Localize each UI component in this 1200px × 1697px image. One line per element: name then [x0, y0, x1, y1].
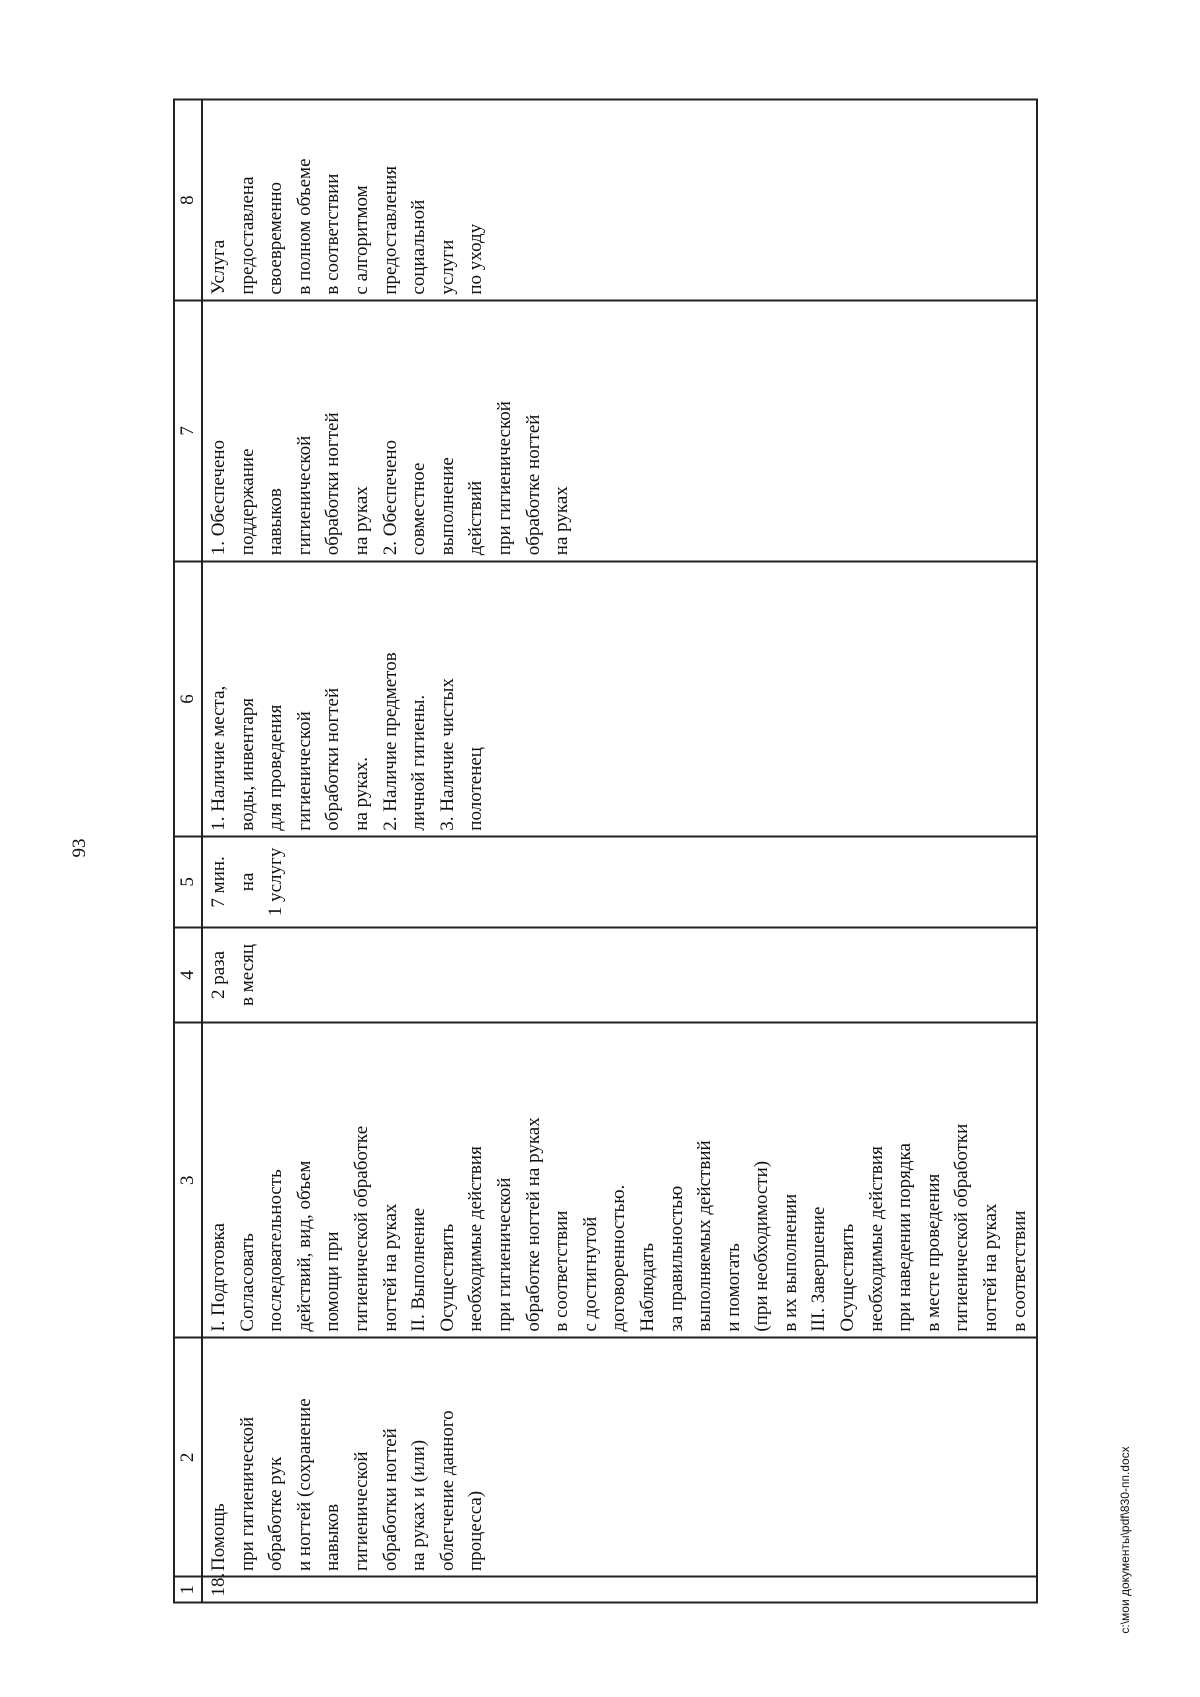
col-header-8: 8	[174, 100, 202, 301]
cell-conditions	[202, 561, 1037, 836]
cell-results-text: 1. Обеспечено поддержание навыков гигиенической обработки ногтей на руках 2. Обеспечено совместное выполнение действий при гигиенической обработке ногтей на руках	[208, 401, 573, 556]
col-header-3: 3	[174, 1023, 202, 1338]
cell-service-name-text: Помощь при гигиенической обработке рук и ногтей (сохранение навыков гигиенической обработки ногтей на руках и (или) облегчение данного процесса)	[208, 1398, 487, 1571]
cell-results	[202, 301, 1037, 562]
cell-procedure	[202, 1023, 1037, 1338]
page-number: 93	[69, 838, 90, 858]
col-header-7: 7	[174, 301, 202, 562]
cell-duration-text: 7 мин. на 1 услугу	[208, 847, 287, 917]
col-header-1: 1	[174, 1577, 202, 1603]
header-row	[174, 100, 202, 1603]
table-frame	[173, 99, 1030, 1604]
cell-conditions-text: 1. Наличие места, воды, инвентаря для проведения гигиенической обработки ногтей на руках. 2. Наличие предметов личной гигиены. 3. Наличие чистых полотенец	[208, 652, 487, 831]
col-header-5: 5	[174, 837, 202, 927]
service-table	[173, 99, 1038, 1604]
col-header-2: 2	[174, 1338, 202, 1577]
cell-quality-text: Услуга предоставлена своевременно в полном объеме в соответствии с алгоритмом предоставления социальной услуги по уходу	[208, 158, 487, 295]
col-header-6: 6	[174, 561, 202, 836]
table-row	[202, 100, 1037, 1603]
cell-quality	[202, 100, 1037, 301]
cell-duration	[202, 837, 1037, 927]
cell-frequency	[202, 927, 1037, 1023]
cell-procedure-text: I. Подготовка Согласовать последовательность действий, вид, объем помощи при гигиенической обработке ногтей на руках II. Выполнение Осуществить необходимые действия при гигиенической обработке ногтей на руках в соответствии с достигнутой договоренностью. Наблюдать за правильностью выполняемых действий и помогать (при необходимости) в их выполнении III. Завершение Осуществить необходимые действия при наведении порядка в месте проведения гигиенической обработки ногтей на руках в соответствии	[208, 1117, 1030, 1332]
cell-service-name	[202, 1338, 1037, 1577]
col-header-4: 4	[174, 927, 202, 1023]
cell-number-text: 18.	[208, 1572, 229, 1597]
cell-number	[202, 1572, 1037, 1603]
footer-file-path: c:\мои документы\pdf\830-пп.docx	[1118, 1446, 1132, 1634]
cell-frequency-text: 2 раза в месяц	[208, 943, 258, 1006]
